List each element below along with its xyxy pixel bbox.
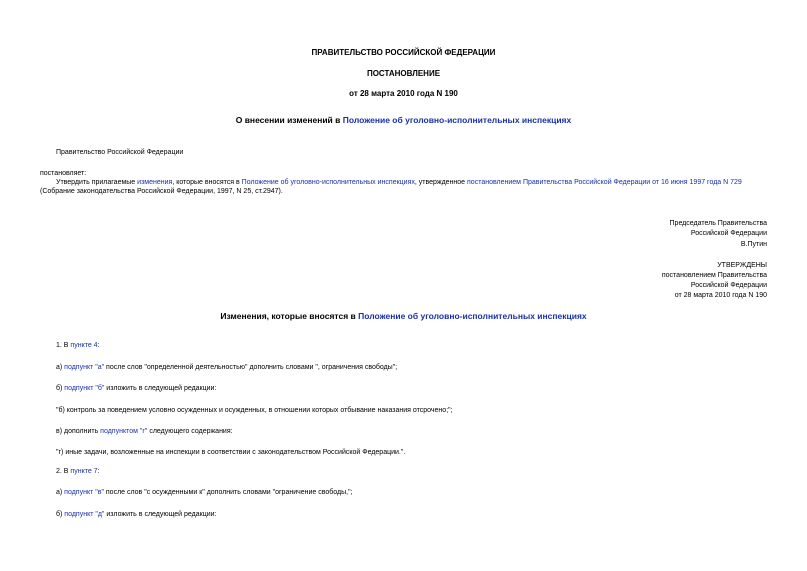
link-point-4[interactable]: пункте 4 [70,342,98,349]
item-1-suffix: : [97,342,100,349]
link-subpoint-g[interactable]: подпунктом "г" [100,428,148,435]
link-subpoint-d[interactable]: подпункт "д" [64,511,105,518]
link-regulation[interactable]: Положение об уголовно-исполнительных инспекциях [241,179,415,186]
item-1v-text: следующего содержания: [147,428,233,435]
paragraph-1-line-1 [56,178,742,187]
signature-country: Российской Федерации [690,230,767,237]
item-1a [56,363,397,372]
item-1v-prefix: в) дополнить [56,428,101,435]
link-subpoint-b[interactable]: подпункт "б" [64,385,105,392]
item-2b [56,510,216,519]
link-subpoint-v[interactable]: подпункт "в" [64,489,104,496]
approved-country: Российской Федерации [690,282,767,289]
header-org: ПРАВИТЕЛЬСТВО РОССИЙСКОЙ ФЕДЕРАЦИИ [311,48,496,57]
title-prefix: О внесении изменений в [235,115,343,125]
approved-date: от 28 марта 2010 года N 190 [674,292,767,299]
item-2 [56,467,100,476]
item-1b [56,384,216,393]
item-1b-new-text: "б) контроль за поведением условно осужденных и осужденных, в отношении которых отбывание наказания отсрочено;"; [56,407,453,414]
item-2b-prefix: б) [56,511,65,518]
title-link-regulation[interactable]: Положение об уголовно-исполнительных инспекциях [342,115,572,125]
government-text: Правительство Российской Федерации [56,149,184,156]
item-1g-new-text: "г) иные задачи, возложенные на инспекции в соответствии с законодательством Российской Федерации.". [56,449,406,456]
header-date-number: от 28 марта 2010 года N 190 [349,89,458,98]
item-2a-text: после слов "с осужденными к" дополнить словами "ограничение свободы,"; [103,489,353,496]
item-1v [56,427,233,436]
changes-title-link[interactable]: Положение об уголовно-исполнительных инспекциях [358,311,587,321]
item-2-suffix: : [97,468,100,475]
item-2-prefix: 2. В [56,468,71,475]
resolves-text: постановляет: [40,170,87,177]
link-point-7[interactable]: пункте 7 [70,468,98,475]
link-resolution-729[interactable]: постановлением Правительства Российской Федерации от 16 июня 1997 года N 729 [467,179,742,186]
item-1-prefix: 1. В [56,342,71,349]
approved-by: постановлением Правительства [661,272,767,279]
changes-title [0,311,807,322]
item-1 [56,341,100,350]
item-1a-text: после слов "определенной деятельностью" дополнить словами ", ограничения свободы"; [104,364,398,371]
item-1b-prefix: б) [56,385,65,392]
paragraph-1-line-2: (Собрание законодательства Российской Федерации, 1997, N 25, ст.2947). [40,188,283,195]
signature-position: Председатель Правительства [669,220,767,227]
p1-text-3: , утвержденное [414,179,468,186]
item-1b-text: изложить в следующей редакции: [104,385,217,392]
item-2b-text: изложить в следующей редакции: [104,511,217,518]
item-2a [56,488,353,497]
item-1a-prefix: а) [56,364,65,371]
signature-name: В.Путин [740,241,767,248]
approved-label: УТВЕРЖДЕНЫ [717,262,767,269]
header-doc-type: ПОСТАНОВЛЕНИЕ [366,69,441,78]
document-title [0,115,807,126]
link-changes[interactable]: изменения [137,179,173,186]
link-subpoint-a[interactable]: подпункт "а" [64,364,105,371]
p1-text-2: , которые вносятся в [172,179,242,186]
changes-title-prefix: Изменения, которые вносятся в [220,311,359,321]
p1-text-1: Утвердить прилагаемые [56,179,138,186]
item-2a-prefix: а) [56,489,65,496]
